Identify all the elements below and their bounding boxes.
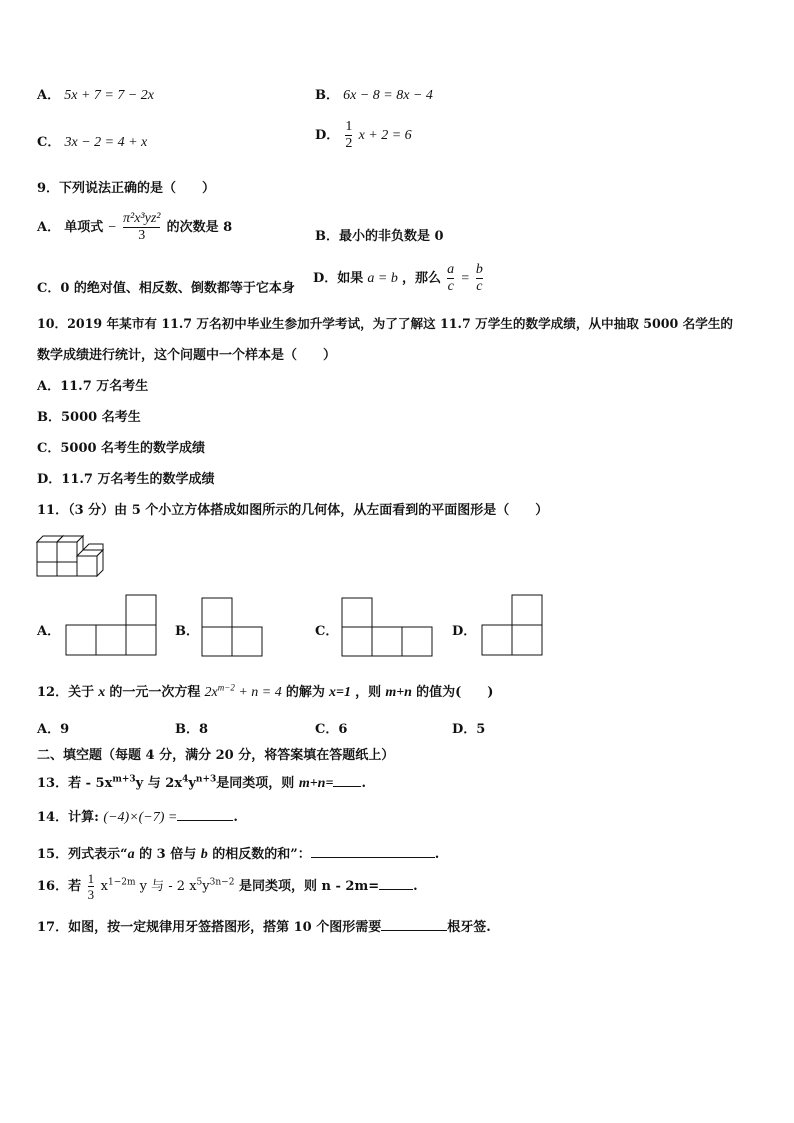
q10-option-c: C．5000 名考生的数学成绩	[37, 441, 206, 456]
q12-option-a: A．9	[37, 722, 70, 737]
q12-option-c: C．6	[315, 722, 348, 737]
q9-option-b: B．最小的非负数是 0	[315, 229, 444, 244]
q11-stem: 11．（3 分）由 5 个小立方体搭成如图所示的几何体，从左面看到的平面图形是（ ）	[37, 503, 549, 518]
q11-option-c-figure	[342, 598, 432, 656]
q12-option-b: B．8	[175, 722, 209, 737]
q17: 17．如图，按一定规律用牙签搭图形，搭第 10 个图形需要 根牙签.	[37, 920, 491, 935]
q15-answer-blank[interactable]	[311, 845, 435, 858]
q9-stem: 9．下列说法正确的是（ ）	[37, 181, 216, 196]
q8-option-b: B． 6x − 8 = 8x − 4	[315, 88, 433, 103]
q12-stem: 12．关于 x 的一元一次方程 $2x^{m-2} + n = 4$ 的解为 x=1 ，则 m+n 的值为( )	[37, 682, 494, 700]
q11-option-b-figure	[202, 598, 262, 656]
q10-stem-line1: 10．2019 年某市有 11.7 万名初中毕业生参加升学考试，为了了解这 11.7 万学生的数学成绩，从中抽取 5000 名学生的	[37, 316, 734, 331]
q16-fraction: $\frac{1}{3}$	[87, 871, 95, 902]
q15: 15．列式表示“a 的 3 倍与 b 的相反数的和”： .	[37, 847, 440, 862]
q9-fraction-b-over-c: $\frac{b}{c}$	[475, 262, 483, 294]
q11-option-c-label: C．	[315, 624, 339, 639]
q11-option-b-label: B．	[175, 624, 199, 639]
q13: 13．若 - $5x^{m+3}y$ 与 $2x^4y^{n+3}$是同类项，则 m+n= .	[37, 774, 366, 791]
q14: 14．计算: (−4)×(−7) = .	[37, 810, 238, 825]
q17-answer-blank[interactable]	[381, 918, 447, 931]
q16-answer-blank[interactable]	[379, 877, 413, 890]
q11-cube-figure	[37, 528, 109, 576]
q10-stem-line2: 数学成绩进行统计，这个问题中一个样本是（ ）	[37, 348, 337, 363]
q9-option-d: D．如果 a = b ，那么 $\frac{a}{c}$ = $\frac{b}{c}$	[313, 262, 483, 294]
q16: 16．若 $\frac{1}{3}$ $x^{1-2m}$ y 与 - 2 $x^5y^{3n-2}$ 是同类项，则 n - 2m= .	[37, 871, 418, 902]
q9-option-c: C．0 的绝对值、相反数、倒数都等于它本身	[37, 281, 295, 296]
q11-option-d-label: D．	[452, 624, 477, 639]
q9-fraction-a-over-c: $\frac{a}{c}$	[447, 262, 455, 294]
q11-option-a-label: A．	[37, 624, 61, 639]
q14-answer-blank[interactable]	[177, 808, 233, 821]
q8-option-d-equation: x + 2 = 6	[358, 128, 412, 144]
q8-option-c-equation: 3x − 2 = 4 + x	[64, 135, 148, 150]
q8-option-d-fraction: $\frac{1}{2}$	[345, 119, 353, 151]
q12-option-d: D．5	[452, 722, 486, 737]
q8-option-d: D． $\frac{1}{2}$ x + 2 = 6	[315, 119, 412, 151]
q11-option-a-figure	[66, 595, 156, 655]
q10-option-b: B．5000 名考生	[37, 410, 141, 425]
q10-option-a: A．11.7 万名考生	[37, 379, 149, 394]
q9-monomial-fraction: $\frac{\text{π²x³yz²}}{3}$	[122, 211, 161, 243]
q13-answer-blank[interactable]	[333, 774, 361, 787]
q8-option-c: C． 3x − 2 = 4 + x	[37, 135, 148, 150]
q8-option-b-equation: 6x − 8 = 8x − 4	[343, 88, 433, 103]
q8-option-a: A． 5x + 7 = 7 − 2x	[37, 88, 155, 103]
section-fill-in-heading: 二、填空题（每题 4 分，满分 20 分，将答案填在答题纸上）	[37, 748, 395, 763]
q12-equation: $2x^{m-2} + n = 4$	[204, 682, 282, 700]
q9-option-a: A． 单项式 − $\frac{\text{π²x³yz²}}{3}$ 的次数是 8	[37, 211, 233, 243]
q10-option-d: D．11.7 万名考生的数学成绩	[37, 472, 215, 487]
q11-option-d-figure	[482, 595, 542, 655]
q8-option-a-equation: 5x + 7 = 7 − 2x	[64, 88, 155, 103]
